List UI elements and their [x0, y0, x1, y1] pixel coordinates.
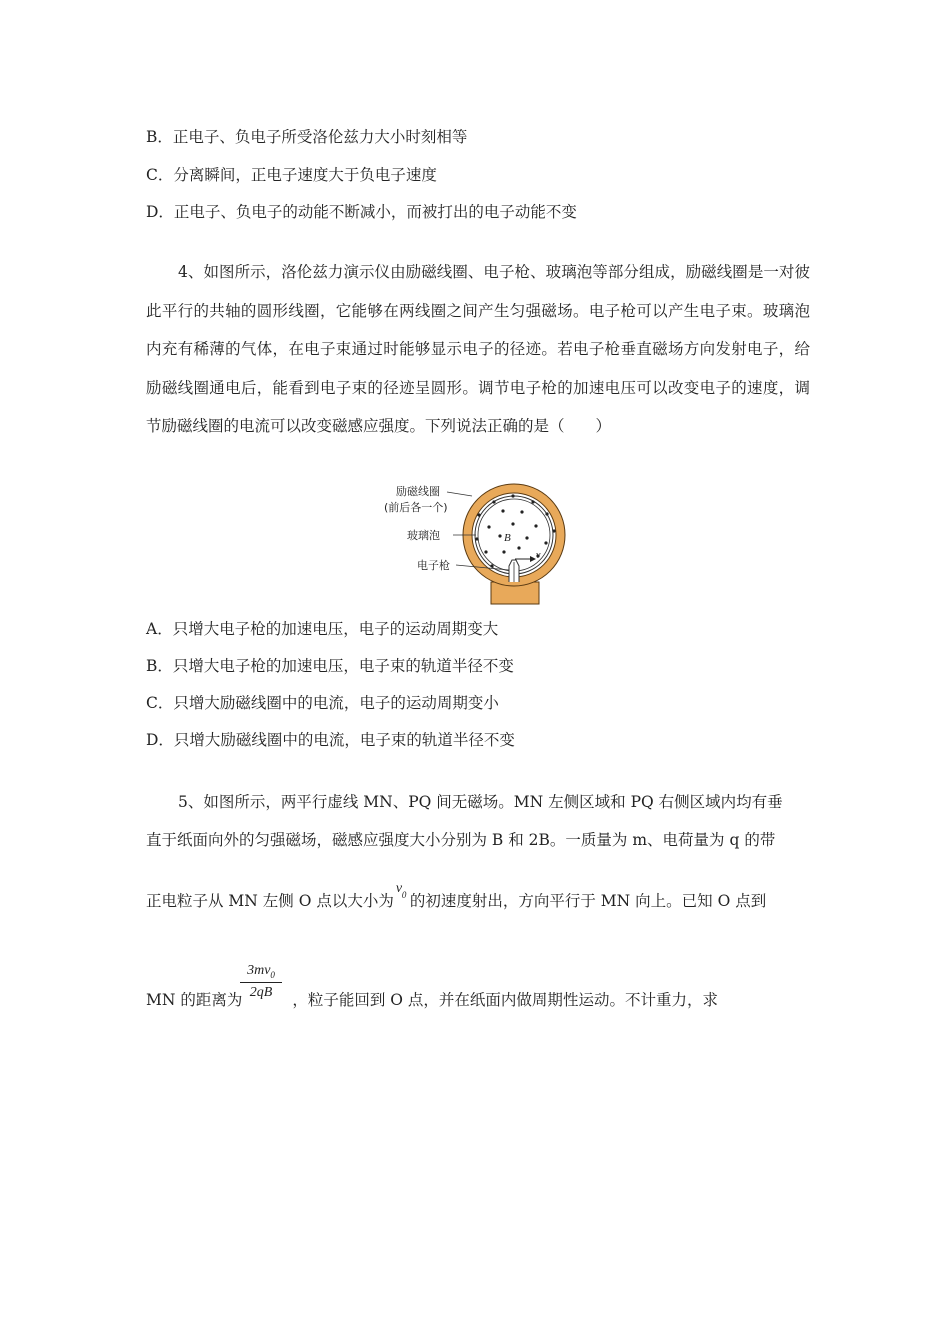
label-coil-sub: (前后各一个): [384, 501, 448, 514]
label-b: B: [504, 532, 511, 544]
v0-letter: v: [395, 881, 403, 896]
q5-line-4-post: ，粒子能回到 O 点，并在纸面内做周期性运动。不计重力，求: [292, 991, 718, 1009]
v0-symbol: [394, 881, 410, 911]
q5-line-3: [146, 881, 767, 911]
label-v: v: [536, 550, 541, 561]
q5-line-1: 5、如图所示，两平行虚线 MN、PQ 间无磁场。MN 左侧区域和 PQ 右侧区域内均有垂: [178, 793, 783, 811]
q4-option-d: D．只增大励磁线圈中的电流，电子束的轨道半径不变: [146, 731, 515, 749]
q5-line-3-post: 的初速度射出，方向平行于 MN 向上。已知 O 点到: [409, 892, 767, 910]
v0-subscript: 0: [401, 890, 407, 900]
q5-line-2: 直于纸面向外的匀强磁场，磁感应强度大小分别为 B 和 2B。一质量为 m、电荷量为 q 的带: [146, 831, 776, 849]
label-bulb: 玻璃泡: [407, 529, 440, 542]
label-coil: 励磁线圈: [396, 485, 440, 498]
fraction-numerator-subscript: 0: [270, 969, 275, 980]
fraction-denominator: 2qB: [249, 984, 273, 1000]
q4-stem: 4、如图所示，洛伦兹力演示仪由励磁线圈、电子枪、玻璃泡等部分组成，励磁线圈是一对彼此平行的共轴的圆形线圈，它能够在两线圈之间产生匀强磁场。电子枪可以产生电子束。玻璃泡内充有稀薄的气体，在电子束通过时能够显示电子的径迹。若电子枪垂直磁场方向发射电子，给励磁线圈通电后，能看到电子束的径迹呈圆形。调节电子枪的加速电压可以改变电子的速度，调节励磁线圈的电流可以改变磁感应强度。下列说法正确的是（ ）: [146, 263, 810, 435]
q4-option-c: C．只增大励磁线圈中的电流，电子的运动周期变小: [146, 694, 499, 712]
q3-option-d: D．正电子、负电子的动能不断减小，而被打出的电子动能不变: [146, 203, 577, 221]
label-gun: 电子枪: [417, 559, 450, 572]
q3-option-c: C．分离瞬间，正电子速度大于负电子速度: [146, 166, 437, 184]
q5-line-4: [146, 990, 718, 1010]
q4-option-a: A．只增大电子枪的加速电压，电子的运动周期变大: [146, 620, 499, 638]
q3-option-b: B．正电子、负电子所受洛伦兹力大小时刻相等: [146, 128, 468, 146]
q4-option-b: B．只增大电子枪的加速电压，电子束的轨道半径不变: [146, 657, 514, 675]
fraction-numerator: 3mv: [247, 963, 271, 978]
lorentz-force-apparatus-figure: [376, 478, 576, 608]
q5-line-3-pre: 正电粒子从 MN 左侧 O 点以大小为: [146, 892, 394, 910]
q5-line-4-pre: MN 的距离为: [146, 991, 243, 1009]
